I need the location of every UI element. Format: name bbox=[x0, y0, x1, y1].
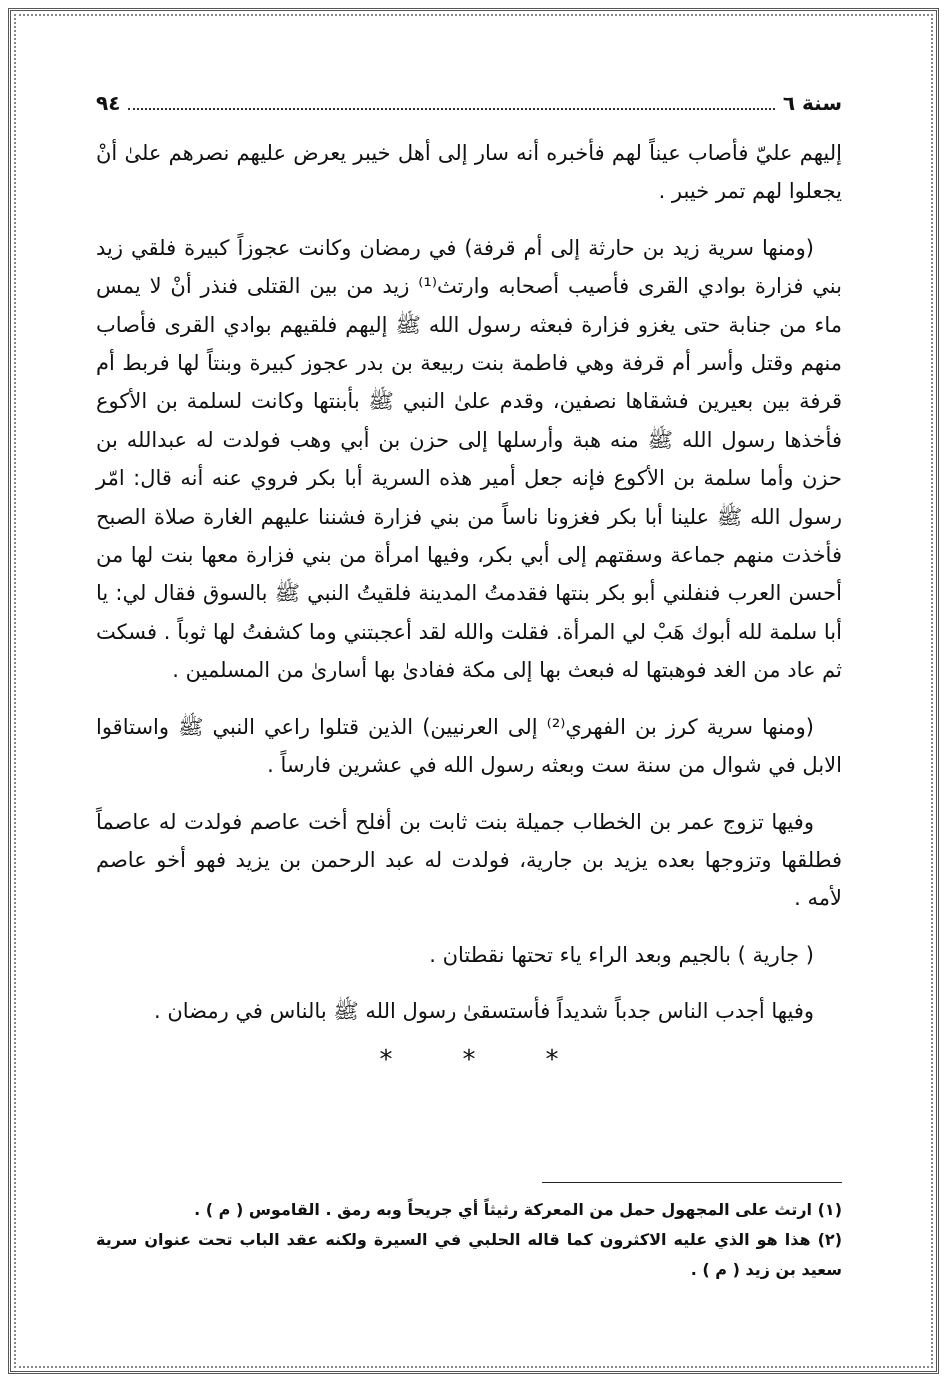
page-number: ٩٤ bbox=[96, 91, 121, 115]
page-body bbox=[96, 88, 842, 1079]
footnote: (٢) هذا هو الذي عليه الاكثرون كما قاله الحلبي في السيرة ولكنه عقد الباب تحت عنوان سرية سعيد بن زيد ( م ) . bbox=[96, 1230, 842, 1279]
footnote-rule bbox=[542, 1182, 842, 1183]
page-header bbox=[96, 88, 842, 118]
footnotes bbox=[96, 1182, 842, 1285]
running-title: سنة ٦ bbox=[782, 91, 842, 115]
star-ornament: * bbox=[545, 1044, 559, 1075]
paragraph: (ومنها سرية كرز بن الفهري⁽²⁾ إلى العرنيين) الذين قتلوا راعي النبي ﷺ واستاقوا الابل في شوال من سنة ست وبعثه رسول الله في عشرين فارساً . bbox=[96, 714, 842, 778]
header-dotted-leader bbox=[128, 96, 774, 110]
star-ornament: * bbox=[379, 1044, 393, 1075]
paragraph: إليهم عليّ فأصاب عيناً لهم فأخبره أنه سار إلى أهل خيبر يعرض عليهم نصرهم علىٰ أنْ يجعلوا لهم تمر خيبر . bbox=[96, 141, 842, 204]
star-ornament: * bbox=[462, 1044, 476, 1075]
paragraph: (ومنها سرية زيد بن حارثة إلى أم قرفة) في رمضان وكانت عجوزاً كبيرة فلقي زيد بني فزارة بوادي القرى فأصيب أصحابه وارتث⁽¹⁾ زيد من بين القتلى فنذر أنْ لا يمس ماء من جنابة حتى يغزو فزارة فبعثه رسول الله ﷺ إليهم فلقيهم بوادي القرى فأصاب منهم وقتل وأسر أم قرفة وهي فاطمة بنت ربيعة بن بدر عجوز كبيرة وبنتاً لها فربط أم قرفة بين بعيرين فشقاها نصفين، وقدم علىٰ النبي ﷺ بأبنتها وكانت لسلمة بن الأكوع فأخذها رسول الله ﷺ منه هبة وأرسلها إلى حزن بن أبي وهب فولدت له عبدالله بن حزن وأما سلمة بن الأكوع فإنه جعل أمير هذه السرية أبا بكر فروي عنه أنه قال: امّر رسول الله ﷺ علينا أبا بكر فغزونا ناساً من بني فزارة فشننا عليهم الغارة صلاة الصبح فأخذت منهم جماعة وسقتهم إلى أبي بكر، وفيها امرأة من بني فزارة معها بنت لها من أحسن العرب فنفلني أبو بكر بنتها فقدمتُ المدينة فلقيتُ النبي ﷺ بالسوق فقال لي: يا أبا سلمة لله أبوك هَبْ لي المرأة. فقلت والله لقد أعجبتني وما كشفتُ لها ثوباً . فسكت ثم عاد من الغد فوهبتها له فبعث بها إلى مكة ففادىٰ بها أسارىٰ من المسلمين . bbox=[96, 235, 842, 683]
paragraph: وفيها تزوج عمر بن الخطاب جميلة بنت ثابت بن أفلح أخت عاصم فولدت له عاصماً فطلقها وتزوجها بعده يزيد بن جارية، فولدت له عبد الرحمن بن يزيد فهو أخو عاصم لأمه . bbox=[96, 809, 842, 911]
paragraph: وفيها أجدب الناس جدباً شديداً فأستسقىٰ رسول الله ﷺ بالناس في رمضان . bbox=[153, 999, 814, 1024]
section-separator bbox=[96, 1045, 842, 1079]
paragraph: ( جارية ) بالجيم وبعد الراء ياء تحتها نقطتان . bbox=[429, 942, 814, 967]
footnote: (١) ارتث على المجهول حمل من المعركة رثيثاً أي جريحاً وبه رمق . القاموس ( م ) . bbox=[194, 1200, 842, 1219]
